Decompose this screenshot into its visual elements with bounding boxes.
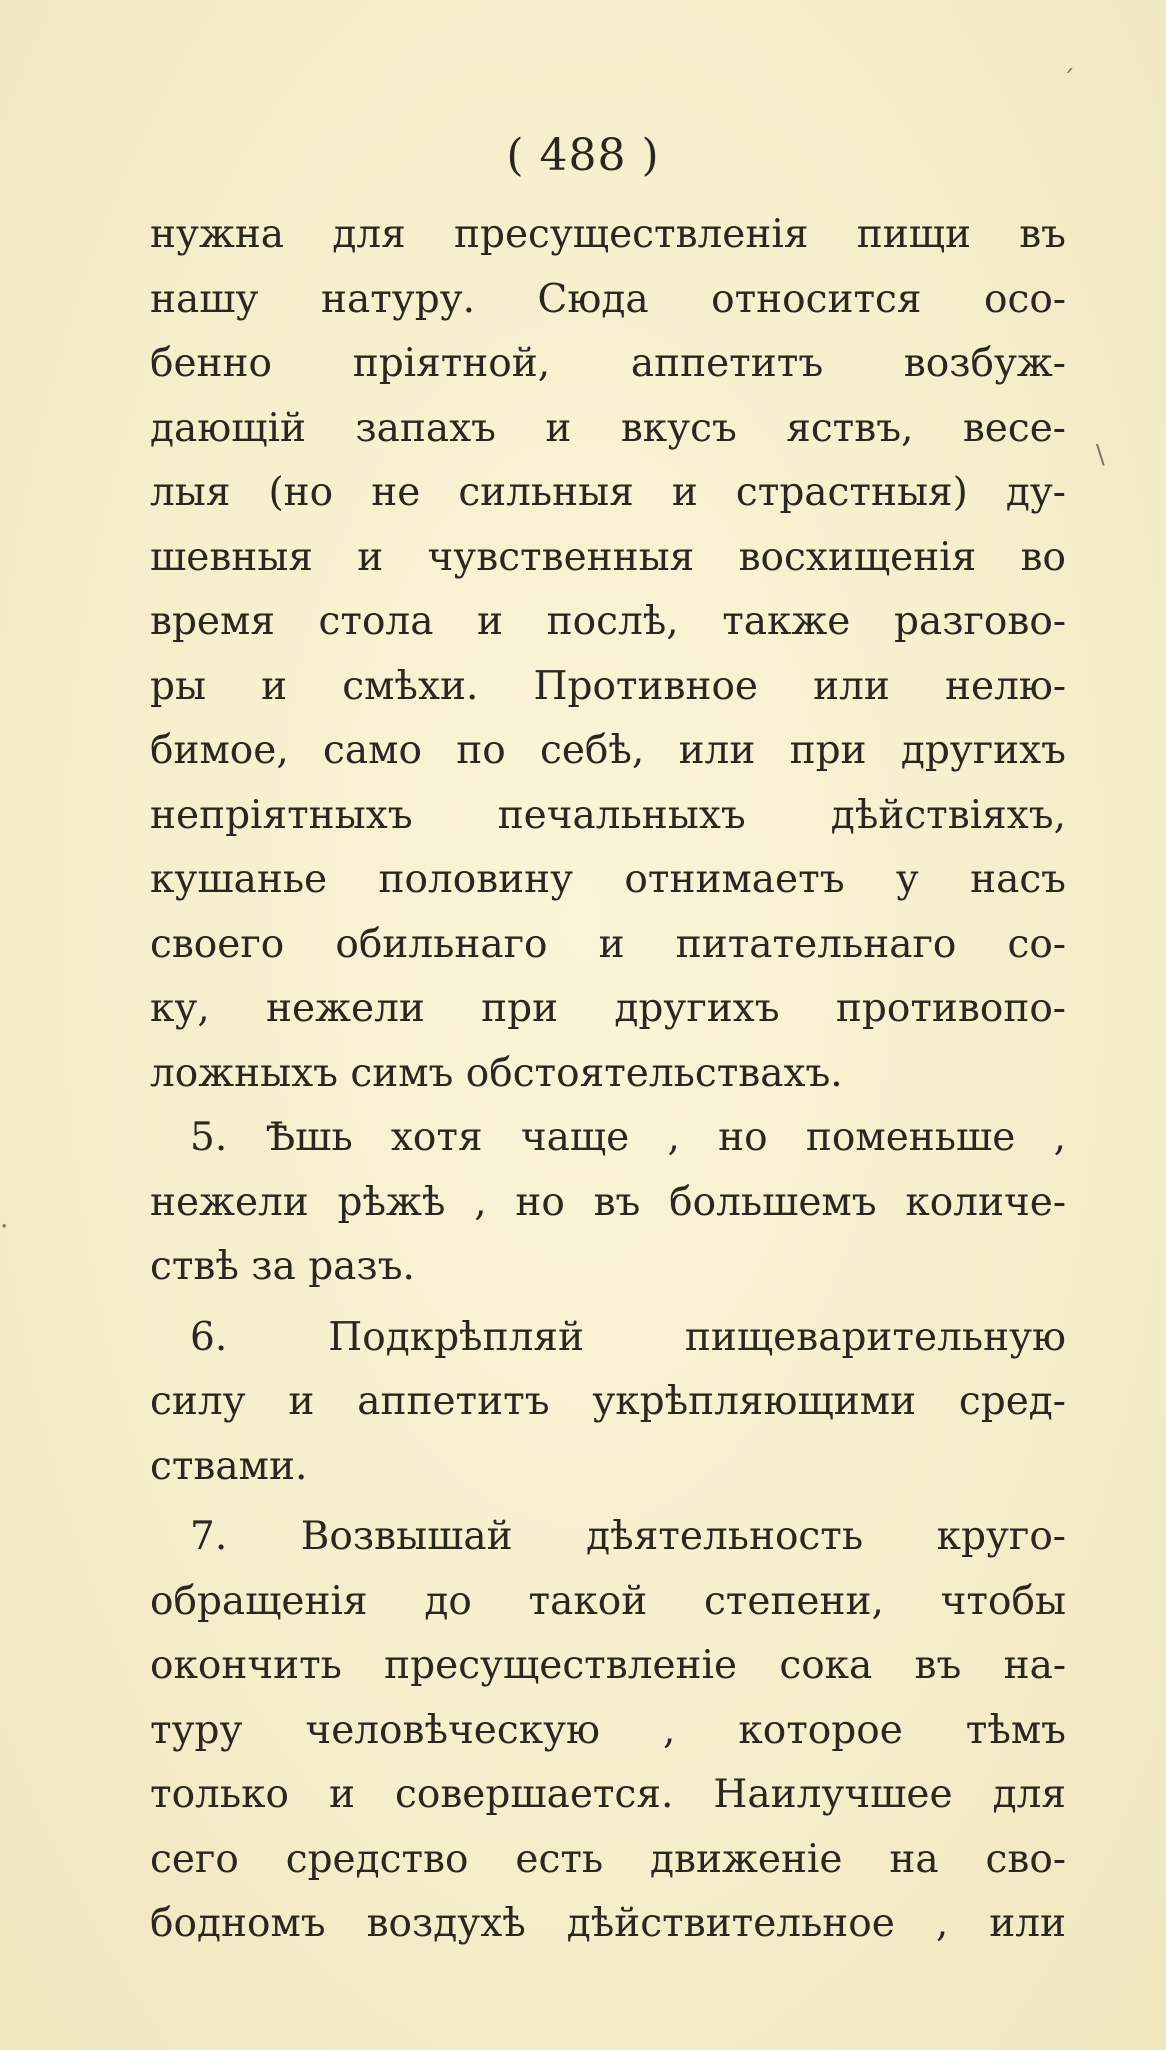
body-text xyxy=(150,203,1066,1957)
text-line: ку, нежели при другихъ противопо- xyxy=(150,986,1066,1031)
text-line: нужна для пресуществленія пищи въ xyxy=(150,212,1066,257)
text-line: ствами. xyxy=(150,1443,308,1489)
paragraph-5-line: 5. Ѣшь хотя чаще , но поменьше , xyxy=(190,1115,1066,1160)
text-line: ложныхъ симъ обстоятельствахъ. xyxy=(150,1050,843,1096)
text-line: туру человѣческую , которое тѣмъ xyxy=(150,1707,1066,1753)
text-line: лыя (но не сильныя и страстныя) ду- xyxy=(150,470,1066,515)
text-line: ры и смѣхи. Противное или нелю- xyxy=(150,663,1066,709)
text-line: ствѣ за разъ. xyxy=(150,1244,415,1289)
text-line: время стола и послѣ, также разгово- xyxy=(150,599,1066,644)
paragraph-7-line: 7. Возвышай дѣятельность круго- xyxy=(190,1514,1066,1559)
page-number: ( 488 ) xyxy=(506,130,660,181)
margin-mark: \ xyxy=(1096,440,1105,470)
text-line: обращенія до такой степени, чтобы xyxy=(150,1578,1066,1624)
text-line: дающій запахъ и вкусъ яствъ, весе- xyxy=(150,405,1066,451)
text-line: силу и аппетитъ укрѣпляющими сред- xyxy=(150,1379,1066,1424)
text-line: кушанье половину отнимаетъ у насъ xyxy=(150,857,1066,902)
text-line: окончить пресуществленіе сока въ на- xyxy=(150,1643,1066,1688)
text-line: сего средство есть движеніе на сво- xyxy=(150,1836,1066,1882)
text-line: нежели рѣжѣ , но въ большемъ количе- xyxy=(150,1179,1066,1225)
text-line: бенно пріятной, аппетитъ возбуж- xyxy=(150,341,1066,386)
text-line: бимое, само по себѣ, или при другихъ xyxy=(150,728,1066,773)
text-line: нашу натуру. Сюда относится осо- xyxy=(150,276,1066,322)
paragraph-6-line: 6. Подкрѣпляй пищеварительную xyxy=(190,1314,1066,1360)
text-line: только и совершается. Наилучшее для xyxy=(150,1772,1066,1817)
text-line: своего обильнаго и питательнаго со- xyxy=(150,921,1066,967)
text-line: непріятныхъ печальныхъ дѣйствіяхъ, xyxy=(150,792,1066,838)
page-speck: ´ xyxy=(1062,66,1075,96)
text-line: шевныя и чувственныя восхищенія во xyxy=(150,534,1066,580)
margin-speck: · xyxy=(0,1212,9,1242)
text-line: бодномъ воздухѣ дѣйствительное , или xyxy=(150,1901,1066,1946)
